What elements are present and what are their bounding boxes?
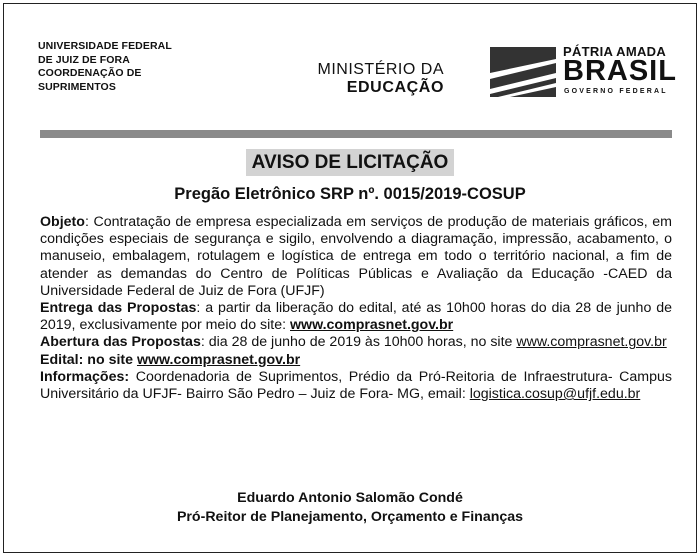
info-text: Coordenadoria de Suprimentos, Prédio da Pró-Reitoria de Infraestrutura- Campus Universitário da UFJF- Bairro São Pedro – Juiz de Fora- MG, email: [40, 368, 672, 403]
ministry-line2: EDUCAÇÃO [346, 79, 444, 96]
ministry-logo [312, 61, 444, 97]
info-label: Informações: [40, 368, 130, 385]
notice-frame [3, 3, 697, 553]
institution-line: DE JUIZ DE FORA [38, 53, 130, 66]
notice-title: AVISO DE LICITAÇÃO [246, 149, 455, 176]
edital-link[interactable]: www.comprasnet.gov.br [136, 351, 301, 368]
edital-paragraph [40, 352, 672, 369]
entrega-paragraph [40, 300, 672, 334]
objeto-label: Objeto [40, 214, 85, 230]
notice-subtitle: Pregão Eletrônico SRP nº. 0015/2019-COSUP [174, 185, 526, 203]
abertura-label: Abertura das Propostas [40, 334, 201, 351]
abertura-text: : dia 28 de junho de 2019 às 10h00 horas, no site [200, 334, 517, 351]
institution-line: COORDENAÇÃO DE [38, 67, 142, 79]
signatory-role: Pró-Reitor de Planejamento, Orçamento e Finanças [176, 509, 524, 525]
signature-block [4, 489, 696, 527]
info-email-link[interactable]: logistica.cosup@ufjf.edu.br [469, 386, 641, 403]
ministry-line1: MINISTÉRIO DA [317, 61, 444, 78]
gov-logo-line1: PÁTRIA AMADA [563, 44, 667, 59]
government-logo [490, 44, 680, 100]
brazil-flag-stripes-icon [490, 47, 556, 97]
edital-label: Edital: no site [40, 351, 137, 368]
gov-logo-line3: GOVERNO FEDERAL [564, 88, 668, 95]
institution-line: UNIVERSIDADE FEDERAL [38, 40, 172, 52]
abertura-link[interactable]: www.comprasnet.gov.br [516, 334, 667, 351]
objeto-text: : Contratação de empresa especializada em serviços de produção de materiais gráficos, em condições especiais de segurança e sigilo, envolvendo a diagramação, impressão, acabamento, o manuseio, embalagem, rotulagem e logística de entrega em todo o território nacional, a fim de atender as demandas do Centro de Políticas Públicas e Avaliação da Educação -CAED da Universidade Federal de Juiz de Fora (UFJF) [40, 214, 672, 299]
entrega-text: : a partir da liberação do edital, até as 10h00 horas do dia 28 de junho de 2019, exclusivamente por meio do site: [40, 300, 672, 334]
gov-logo-line2: BRASIL [563, 55, 677, 87]
entrega-link[interactable]: www.comprasnet.gov.br [290, 317, 454, 334]
notice-body [40, 214, 672, 403]
signatory-name: Eduardo Antonio Salomão Condé [237, 490, 463, 506]
header [4, 4, 696, 124]
title-wrap [4, 149, 696, 176]
entrega-label: Entrega das Propostas [40, 300, 197, 317]
institution-line: SUPRIMENTOS [38, 80, 116, 93]
objeto-paragraph [40, 214, 672, 300]
divider-bar [40, 130, 672, 138]
abertura-paragraph [40, 334, 672, 351]
institution-name [38, 40, 228, 94]
info-paragraph [40, 369, 672, 403]
